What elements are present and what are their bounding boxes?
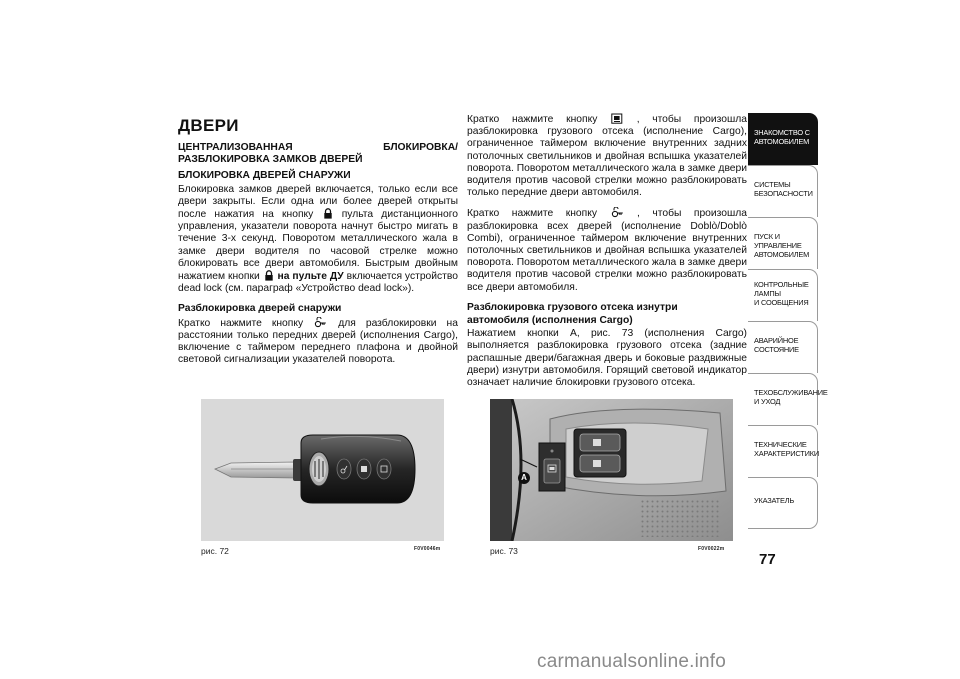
paragraph-unlock-outside: Кратко нажмите кнопку для разблокировки на расстоянии только передних дверей (исполнения Cargo), включение с таймером переднего плафона и двойной световой сигнализации указателей поворота. bbox=[178, 317, 458, 366]
figure-72-code: F0V0046m bbox=[414, 546, 441, 552]
left-column bbox=[178, 113, 458, 374]
section-title: ДВЕРИ bbox=[178, 116, 239, 135]
heading-unlock-outside: Разблокировка дверей снаружи bbox=[178, 303, 342, 315]
heading-cargo-inside-1: Разблокировка грузового отсека изнутри bbox=[467, 301, 678, 313]
callout-A: A bbox=[521, 473, 527, 482]
section-subtitle: ЦЕНТРАЛИЗОВАННАЯ БЛОКИРОВКА/РАЗБЛОКИРОВКА ЗАМКОВ ДВЕРЕЙ bbox=[178, 142, 458, 166]
figure-73-caption: рис. 73 bbox=[490, 546, 518, 556]
watermark: carmanualsonline.info bbox=[537, 651, 727, 672]
tab-warning-lights[interactable]: КОНТРОЛЬНЫЕ ЛАМПЫ И СООБЩЕНИЯ bbox=[748, 269, 818, 321]
tab-index[interactable]: УКАЗАТЕЛЬ bbox=[748, 477, 818, 529]
paragraph-all-doors-unlock: Кратко нажмите кнопку , чтобы произошла разблокировка всех дверей (исполнение Doblò/Doblò Combi), ограниченное таймером включение внутренних потолочных светильников и двойная вспышка указателей поворота. Поворотом металлического жала в замке двери водителя против часовой стрелки можно разблокировать все двери автомобиля. bbox=[467, 208, 747, 293]
figure-door-panel bbox=[490, 399, 733, 541]
page-number: 77 bbox=[759, 551, 776, 568]
figure-72-caption: рис. 72 bbox=[201, 546, 229, 556]
tab-technical-specs[interactable]: ТЕХНИЧЕСКИЕ ХАРАКТЕРИСТИКИ bbox=[748, 425, 818, 477]
door-panel-illustration bbox=[490, 399, 733, 541]
tab-emergency[interactable]: АВАРИЙНОЕ СОСТОЯНИЕ bbox=[748, 321, 818, 373]
paragraph-cargo-unlock: Кратко нажмите кнопку , чтобы произошла разблокировка грузового отсека (исполнение Cargo), ограниченное таймером включение внутренних задних потолочных светильников и двойная вспышка указателей поворота. Поворотом металлического жала в замке двери водителя против часовой стрелки можно разблокировать только передние двери автомобиля. bbox=[467, 114, 747, 199]
unlock-key-icon bbox=[314, 317, 327, 328]
remote-key-illustration bbox=[201, 399, 444, 541]
heading-cargo-inside-2: автомобиля (исполнения Cargo) bbox=[467, 315, 633, 327]
right-column bbox=[467, 113, 747, 397]
tab-safety-systems[interactable]: СИСТЕМЫ БЕЗОПАСНОСТИ bbox=[748, 165, 818, 217]
paragraph-cargo-inside: Нажатием кнопки А, рис. 73 (исполнения Cargo) выполняется разблокировка грузового отсека (задние распашные двери/багажная дверь и боковые раздвижные двери) изнутри автомобиля. Горящий световой индикатор означает наличие блокировки грузового отсека. bbox=[467, 328, 747, 389]
tab-starting-driving[interactable]: ПУСК И УПРАВЛЕНИЕ АВТОМОБИЛЕМ bbox=[748, 217, 818, 269]
figure-remote-key bbox=[201, 399, 444, 541]
tab-vehicle-intro[interactable]: ЗНАКОМСТВО С АВТОМОБИЛЕМ bbox=[748, 113, 818, 165]
lock-icon bbox=[264, 270, 274, 281]
lock-icon bbox=[323, 208, 333, 219]
cargo-unlock-icon bbox=[611, 113, 623, 124]
chapter-tabs bbox=[748, 113, 828, 529]
figure-73-code: F0V0022m bbox=[698, 546, 725, 552]
heading-lock-outside: БЛОКИРОВКА ДВЕРЕЙ СНАРУЖИ bbox=[178, 170, 351, 182]
paragraph-lock-outside: Блокировка замков дверей включается, только если все двери закрыты. Если одна или более дверей открыты после нажатия на кнопку пульта дистанционного управления, указатели поворота начнут быстро мигать в течение 3-х секунд. Поворотом металлического жала в замке двери водителя по часовой стрелке можно блокировать все двери автомобиля. Быстрым двойным нажатием кнопки на пульте ДУ включается устройство dead lock (см. параграф «Устройство dead lock»). bbox=[178, 183, 458, 295]
unlock-key-icon bbox=[611, 207, 624, 218]
tab-maintenance[interactable]: ТЕХОБСЛУЖИВАНИЕ И УХОД bbox=[748, 373, 818, 425]
